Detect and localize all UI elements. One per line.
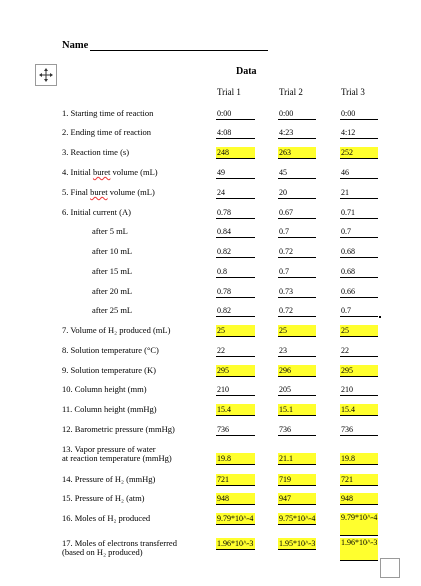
cell-trial-1[interactable]: 295 bbox=[216, 365, 255, 377]
row-label: 6. Initial current (A) bbox=[62, 207, 131, 217]
cell-trial-3[interactable]: 736 bbox=[340, 424, 378, 436]
cell-trial-1[interactable]: 19.8 bbox=[216, 453, 255, 465]
stray-dot bbox=[379, 316, 381, 318]
cell-trial-1[interactable]: 24 bbox=[216, 187, 255, 199]
cell-trial-3[interactable]: 0.68 bbox=[340, 266, 378, 278]
cell-trial-3[interactable]: 0.68 bbox=[340, 246, 378, 258]
cell-trial-2[interactable]: 21.1 bbox=[278, 453, 316, 465]
cell-trial-2[interactable]: 0:00 bbox=[278, 108, 316, 120]
row-label: after 5 mL bbox=[92, 226, 128, 236]
row-label: after 25 mL bbox=[92, 305, 133, 315]
data-row-after-20ml bbox=[0, 286, 421, 300]
cell-trial-3[interactable]: 721 bbox=[340, 474, 378, 486]
cell-trial-2[interactable]: 4:23 bbox=[278, 127, 316, 139]
row-label: 16. Moles of H₂ produced bbox=[62, 513, 151, 523]
cell-trial-2[interactable]: 205 bbox=[278, 384, 316, 396]
cell-trial-2[interactable]: 9.75*10^-4 bbox=[279, 514, 316, 523]
cell-trial-3[interactable]: 210 bbox=[340, 384, 378, 396]
cell-trial-2[interactable]: 0.67 bbox=[278, 207, 316, 219]
row-label-line-1: 17. Moles of electrons transferred bbox=[62, 538, 177, 548]
cell-trial-1[interactable]: 22 bbox=[216, 345, 255, 357]
name-label: Name bbox=[62, 40, 89, 51]
move-icon bbox=[38, 67, 54, 83]
data-title: Data bbox=[236, 66, 257, 77]
row-label: 7. Volume of H₂ produced (mL) bbox=[62, 325, 171, 335]
cell-trial-3[interactable]: 0.7 bbox=[340, 305, 378, 317]
cell-trial-1[interactable]: 0.8 bbox=[216, 266, 255, 278]
row-label: 10. Column height (mm) bbox=[62, 384, 147, 394]
row-label: 1. Starting time of reaction bbox=[62, 108, 154, 118]
data-row-11 bbox=[0, 404, 421, 418]
cell-trial-2[interactable]: 25 bbox=[278, 325, 316, 337]
data-row-4 bbox=[0, 167, 421, 181]
cell-trial-1[interactable]: 9.79*10^-4 bbox=[217, 514, 254, 523]
cell-trial-3[interactable]: 295 bbox=[340, 365, 378, 377]
resize-handle[interactable] bbox=[380, 558, 400, 578]
cell-trial-2[interactable]: 736 bbox=[278, 424, 316, 436]
data-row-after-15ml bbox=[0, 266, 421, 280]
row-label: 14. Pressure of H₂ (mmHg) bbox=[62, 474, 156, 484]
cell-trial-2[interactable]: 719 bbox=[278, 474, 316, 486]
cell-trial-2[interactable]: 0.72 bbox=[278, 305, 316, 317]
row-label: 11. Column height (mmHg) bbox=[62, 404, 157, 414]
cell-trial-2[interactable]: 0.7 bbox=[278, 226, 316, 238]
cell-trial-1[interactable]: 0.78 bbox=[216, 286, 255, 298]
data-row-1 bbox=[0, 108, 421, 122]
cell-trial-3[interactable]: 21 bbox=[340, 187, 378, 199]
data-row-after-5ml bbox=[0, 226, 421, 240]
cell-trial-2[interactable]: 15.1 bbox=[278, 404, 316, 416]
row-label: 12. Barometric pressure (mmHg) bbox=[62, 424, 175, 434]
row-label: 15. Pressure of H₂ (atm) bbox=[62, 493, 145, 503]
cell-trial-3[interactable]: 9.79*10^-4 bbox=[340, 513, 378, 536]
data-row-14 bbox=[0, 474, 421, 488]
cell-trial-3[interactable]: 0.7 bbox=[340, 226, 378, 238]
cell-trial-3[interactable]: 1.96*10^-3 bbox=[340, 538, 378, 561]
data-row-2 bbox=[0, 127, 421, 141]
col-header-trial-3: Trial 3 bbox=[341, 87, 365, 97]
row-label-line-1: 13. Vapor pressure of water bbox=[62, 444, 156, 454]
cell-trial-1[interactable]: 0:00 bbox=[216, 108, 255, 120]
cell-trial-3[interactable]: 25 bbox=[340, 325, 378, 337]
row-label: 3. Reaction time (s) bbox=[62, 147, 130, 157]
move-handle[interactable] bbox=[35, 64, 57, 86]
cell-trial-2[interactable]: 0.7 bbox=[278, 266, 316, 278]
data-row-15 bbox=[0, 493, 421, 507]
cell-trial-2[interactable]: 0.73 bbox=[278, 286, 316, 298]
cell-trial-3[interactable]: 252 bbox=[340, 147, 378, 159]
cell-trial-1[interactable]: 1.96*10^-3 bbox=[217, 539, 254, 548]
row-label: after 15 mL bbox=[92, 266, 133, 276]
cell-trial-3[interactable]: 15.4 bbox=[340, 404, 378, 416]
cell-trial-3[interactable]: 0.71 bbox=[340, 207, 378, 219]
data-row-13 bbox=[0, 444, 421, 466]
row-label: 8. Solution temperature (°C) bbox=[62, 345, 159, 355]
data-row-7 bbox=[0, 325, 421, 339]
data-row-17 bbox=[0, 538, 421, 560]
cell-trial-3[interactable]: 4:12 bbox=[340, 127, 378, 139]
cell-trial-1[interactable]: 0.78 bbox=[216, 207, 255, 219]
row-label: 2. Ending time of reaction bbox=[62, 127, 151, 137]
cell-trial-2[interactable]: 263 bbox=[278, 147, 316, 159]
data-row-12 bbox=[0, 424, 421, 438]
data-row-9 bbox=[0, 365, 421, 379]
cell-trial-3[interactable]: 948 bbox=[340, 493, 378, 505]
cell-trial-3[interactable]: 46 bbox=[340, 167, 378, 179]
cell-trial-2[interactable]: 20 bbox=[278, 187, 316, 199]
row-label: after 20 mL bbox=[92, 286, 133, 296]
cell-trial-1[interactable]: 210 bbox=[216, 384, 255, 396]
cell-trial-3[interactable]: 19.8 bbox=[340, 453, 378, 465]
data-row-after-10ml bbox=[0, 246, 421, 260]
cell-trial-1[interactable]: 15.4 bbox=[216, 404, 255, 416]
cell-trial-2[interactable]: 296 bbox=[278, 365, 316, 377]
cell-trial-2[interactable]: 1.95*10^-3 bbox=[279, 539, 316, 548]
row-label-line-2: at reaction temperature (mmHg) bbox=[62, 453, 172, 463]
col-header-trial-2: Trial 2 bbox=[279, 87, 303, 97]
name-line bbox=[90, 50, 268, 51]
cell-trial-1[interactable]: 948 bbox=[216, 493, 255, 505]
cell-trial-3[interactable]: 0:00 bbox=[340, 108, 378, 120]
cell-trial-2[interactable]: 45 bbox=[278, 167, 316, 179]
row-label: after 10 mL bbox=[92, 246, 133, 256]
cell-trial-3[interactable]: 0.66 bbox=[340, 286, 378, 298]
data-row-8 bbox=[0, 345, 421, 359]
row-label-line-2: (based on H₂ produced) bbox=[62, 547, 143, 557]
cell-trial-1[interactable]: 4:08 bbox=[216, 127, 255, 139]
cell-trial-1[interactable]: 0.82 bbox=[216, 246, 255, 258]
cell-trial-1[interactable]: 49 bbox=[216, 167, 255, 179]
data-row-10 bbox=[0, 384, 421, 398]
data-row-16 bbox=[0, 513, 421, 535]
cell-trial-2[interactable]: 23 bbox=[278, 345, 316, 357]
cell-trial-1[interactable]: 0.82 bbox=[216, 305, 255, 317]
cell-trial-1[interactable]: 736 bbox=[216, 424, 255, 436]
data-row-5 bbox=[0, 187, 421, 201]
cell-trial-1[interactable]: 25 bbox=[216, 325, 255, 337]
row-label: 9. Solution temperature (K) bbox=[62, 365, 156, 375]
data-row-6 bbox=[0, 207, 421, 221]
row-label: 4. Initial buret volume (mL) bbox=[62, 167, 158, 177]
cell-trial-2[interactable]: 947 bbox=[278, 493, 316, 505]
col-header-trial-1: Trial 1 bbox=[217, 87, 241, 97]
cell-trial-1[interactable]: 0.84 bbox=[216, 226, 255, 238]
cell-trial-3[interactable]: 22 bbox=[340, 345, 378, 357]
cell-trial-1[interactable]: 721 bbox=[216, 474, 255, 486]
data-row-3 bbox=[0, 147, 421, 161]
row-label: 5. Final buret volume (mL) bbox=[62, 187, 155, 197]
data-row-after-25ml bbox=[0, 305, 421, 319]
cell-trial-2[interactable]: 0.72 bbox=[278, 246, 316, 258]
cell-trial-1[interactable]: 248 bbox=[216, 147, 255, 159]
